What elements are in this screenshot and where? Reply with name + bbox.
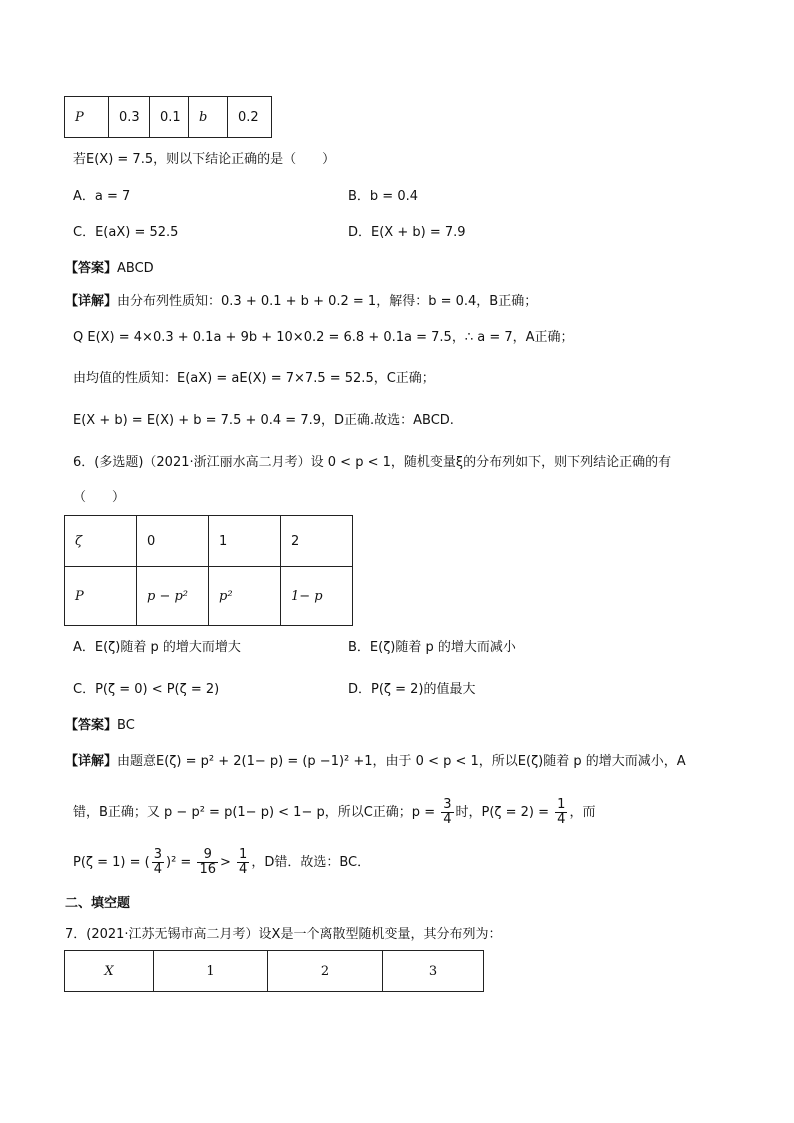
table-cell: ζ [65, 516, 137, 567]
fraction-numerator: 3 [443, 797, 452, 812]
q5-stem: 若E(X) = 7.5，则以下结论正确的是（ ） [73, 152, 336, 167]
detail-text: ，D错．故选：BC． [251, 855, 371, 870]
fraction [197, 848, 218, 877]
q6-stem-line2: （ ） [73, 490, 126, 505]
q6-option-b: B．E(ζ)随着 p 的增大而减小 [348, 640, 516, 655]
q6-option-a: A．E(ζ)随着 p 的增大而增大 [73, 640, 241, 655]
detail-text: 由题意E(ζ) = p² + 2(1− p) = (p −1)² +1，由于 0 < p < 1，所以E(ζ)随着 p 的增大而减小，A [117, 754, 686, 769]
q6-detail-3 [73, 846, 370, 880]
table-cell: 0.3 [109, 97, 150, 138]
answer-label: 【答案】 [65, 718, 118, 733]
fraction [555, 798, 567, 827]
detail-label: 【详解】 [65, 754, 118, 769]
q5-option-a: A．a = 7 [73, 189, 131, 204]
detail-text: P(ζ = 1) = ( [73, 855, 150, 870]
fraction [152, 848, 164, 877]
detail-text: 错，B正确；又 p − p² = p(1− p) < 1− p，所以C正确；p = [73, 805, 436, 820]
fraction-denominator: 4 [239, 862, 248, 877]
detail-text: > [220, 855, 231, 870]
q6-option-d: D．P(ζ = 2)的值最大 [348, 682, 476, 697]
fraction-denominator: 4 [443, 812, 452, 827]
q5-detail-3: 由均值的性质知：E(aX) = aE(X) = 7×7.5 = 52.5，C正确； [73, 371, 435, 386]
detail-text: ，而 [569, 805, 596, 820]
q5-detail-1 [65, 292, 537, 312]
detail-text: 由分布列性质知：0.3 + 0.1 + b + 0.2 = 1，解得：b = 0.4，B正确； [117, 294, 538, 309]
table-cell: p² [209, 567, 281, 626]
table-cell: p − p² [137, 567, 209, 626]
table-cell: 1− p [281, 567, 353, 626]
answer-value: BC [117, 718, 135, 733]
q5-option-d: D．E(X + b) = 7.9 [348, 225, 466, 240]
detail-text: )² = [166, 855, 192, 870]
q6-answer [65, 716, 135, 736]
fraction-numerator: 9 [197, 848, 218, 863]
q5-detail-4: E(X + b) = E(X) + b = 7.5 + 0.4 = 7.9，D正确.故选：ABCD. [73, 413, 454, 428]
table-cell: 0 [137, 516, 209, 567]
distribution-table-1 [64, 96, 272, 138]
fraction-numerator: 1 [239, 847, 248, 862]
table-cell: 1 [154, 951, 268, 992]
detail-label: 【详解】 [65, 294, 118, 309]
q5-detail-2: Q E(X) = 4×0.3 + 0.1a + 9b + 10×0.2 = 6.8 + 0.1a = 7.5，∴ a = 7，A正确； [73, 330, 574, 345]
table-cell: b [189, 97, 228, 138]
section-title: 二、填空题 [65, 896, 131, 911]
answer-label: 【答案】 [65, 261, 118, 276]
q6-stem-line1: 6．(多选题)（2021·浙江丽水高二月考）设 0 < p < 1，随机变量ξ的分布列如下，则下列结论正确的有 [73, 455, 672, 470]
distribution-table-3 [64, 950, 484, 992]
fraction-denominator: 4 [153, 862, 162, 877]
q5-answer [65, 259, 154, 279]
table-cell: 0.1 [150, 97, 189, 138]
fraction [237, 848, 249, 877]
distribution-table-2 [64, 515, 353, 626]
fraction-numerator: 1 [557, 797, 566, 812]
q6-detail-2 [73, 796, 595, 830]
table-cell: 0.2 [228, 97, 272, 138]
q6-option-c: C．P(ζ = 0) < P(ζ = 2) [73, 682, 220, 697]
fraction-denominator: 4 [557, 812, 566, 827]
fraction-numerator: 3 [153, 847, 162, 862]
fraction [441, 798, 453, 827]
table-cell: 3 [383, 951, 484, 992]
table-cell: 2 [281, 516, 353, 567]
q6-detail-1 [65, 752, 686, 772]
table-cell: P [65, 567, 137, 626]
table-cell: X [65, 951, 154, 992]
table-cell: 1 [209, 516, 281, 567]
detail-text: 时，P(ζ = 2) = [455, 805, 550, 820]
table-cell: 2 [268, 951, 383, 992]
q5-option-c: C．E(aX) = 52.5 [73, 225, 179, 240]
answer-value: ABCD [117, 261, 154, 276]
q5-option-b: B．b = 0.4 [348, 189, 419, 204]
fraction-denominator: 16 [199, 862, 216, 877]
table-cell: P [65, 97, 109, 138]
q7-stem: 7．(2021·江苏无锡市高二月考）设X是一个离散型随机变量，其分布列为： [65, 927, 502, 942]
